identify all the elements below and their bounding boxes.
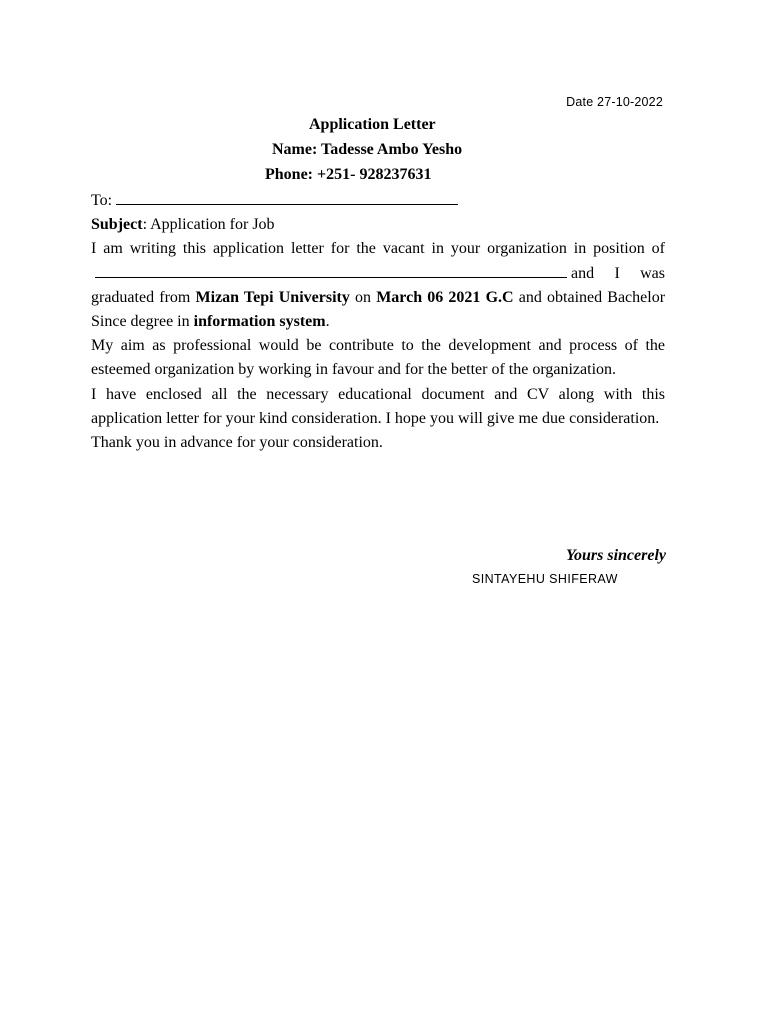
to-label: To: (91, 192, 113, 209)
subject-label: Subject (91, 216, 143, 234)
signer-name: SINTAYEHU SHIFERAW (472, 572, 618, 586)
applicant-phone: Phone: +251- 928237631 (265, 166, 432, 183)
letter-body (91, 189, 665, 455)
paragraph-intro (91, 237, 665, 334)
subject-text: : Application for Job (142, 216, 275, 234)
paragraph-enclosed: I have enclosed all the necessary educational document and CV along with this application letter for your kind consideration. I hope you will give me due consideration. (91, 385, 665, 427)
paragraph-aim: My aim as professional would be contribute to the development and process of the esteemed organization by working in favour and for the better of the organization. (91, 337, 665, 379)
applicant-name: Name: Tadesse Ambo Yesho (272, 141, 463, 158)
degree-field: information system (193, 313, 326, 331)
recipient-line (91, 189, 665, 213)
letter-date: Date 27-10-2022 (566, 95, 663, 109)
university-name: Mizan Tepi University (195, 288, 350, 306)
position-blank (95, 263, 567, 278)
intro-start: I am writing this application letter for the vacant in your organization in position of (91, 240, 665, 258)
graduation-date: March 06 2021 G.C (376, 288, 514, 306)
paragraph-thanks: Thank you in advance for your consideration. (91, 434, 383, 452)
letter-title: Application Letter (309, 116, 436, 133)
obtained-text: and obtained Bachelor Since degree in (91, 288, 666, 331)
recipient-blank (116, 190, 458, 205)
subject-line (91, 213, 665, 237)
closing-salutation: Yours sincerely (566, 547, 666, 564)
on-text: on (355, 288, 372, 306)
intro-period: . (325, 313, 330, 331)
intro-after-blank: and I was graduated from (91, 264, 665, 306)
